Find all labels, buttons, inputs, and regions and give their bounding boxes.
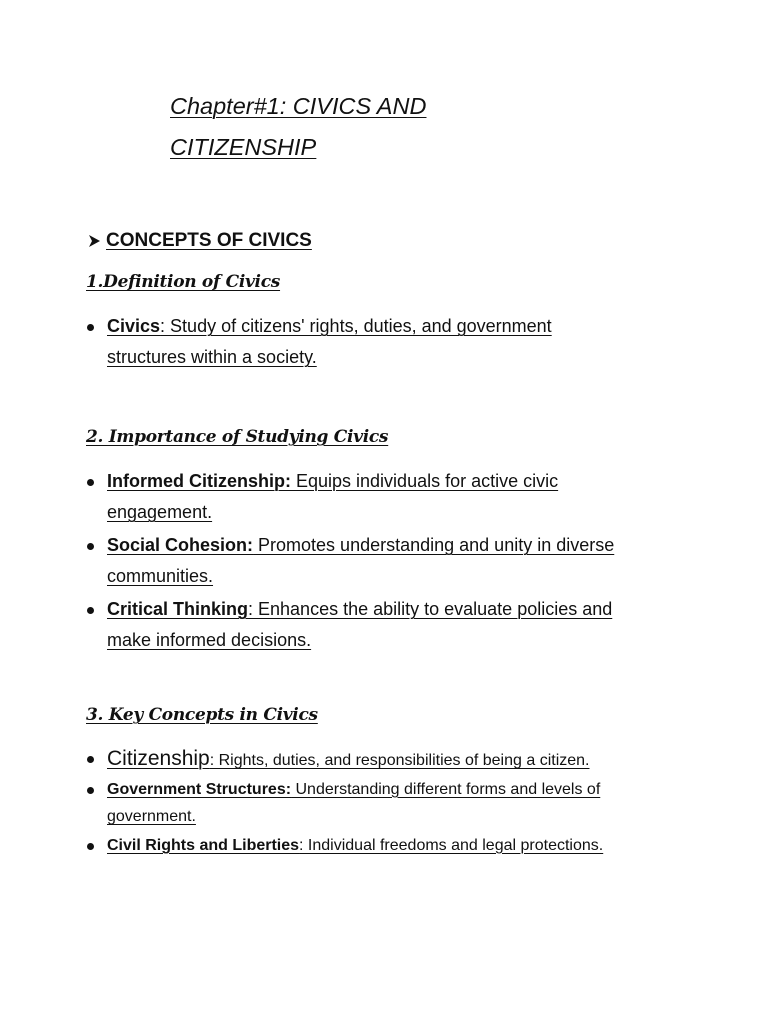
description: Understanding different forms and levels of government. <box>107 780 601 825</box>
bullet-icon <box>87 324 94 331</box>
term: Social Cohesion: <box>107 535 254 555</box>
description: Equips individuals for active civic engagement. <box>107 471 559 522</box>
description: : Enhances the ability to evaluate policies and make informed decisions. <box>107 599 613 650</box>
description: : Study of citizens' rights, duties, and government structures within a society. <box>107 316 552 367</box>
term: Civics <box>107 316 161 336</box>
key-concepts-list <box>86 745 626 860</box>
section-heading-text: CONCEPTS OF CIVICS <box>106 230 312 251</box>
term: Critical Thinking <box>107 599 249 619</box>
definition-list <box>86 311 626 375</box>
term: Informed Citizenship: <box>107 471 291 491</box>
bullet-icon <box>87 543 94 550</box>
description: Promotes understanding and unity in diverse communities. <box>107 535 615 586</box>
list-item <box>86 745 626 775</box>
list-item <box>86 594 626 656</box>
section-heading <box>86 230 312 252</box>
description: : Individual freedoms and legal protections. <box>299 836 604 854</box>
subsection-heading-definition: 1.Definition of Civics <box>86 272 281 292</box>
list-item <box>86 832 626 860</box>
chapter-title <box>170 86 550 168</box>
subsection-heading-importance: 2. Importance of Studying Civics <box>86 427 389 447</box>
term: Civil Rights and Liberties <box>107 836 300 854</box>
bullet-icon <box>87 479 94 486</box>
bullet-icon <box>87 843 94 850</box>
chapter-title-line-1: Chapter#1: CIVICS AND <box>170 93 427 119</box>
term: Government Structures: <box>107 780 292 798</box>
term: Citizenship <box>107 747 210 770</box>
bullet-icon <box>87 607 94 614</box>
bullet-icon <box>87 787 94 794</box>
description: : Rights, duties, and responsibilities of being a citizen. <box>209 752 590 769</box>
importance-list <box>86 466 626 658</box>
bullet-icon <box>87 756 94 763</box>
list-item <box>86 311 626 373</box>
chapter-title-line-2: CITIZENSHIP <box>170 134 317 160</box>
subsection-heading-key-concepts: 3. Key Concepts in Civics <box>86 705 318 725</box>
list-item <box>86 466 626 528</box>
arrowhead-bullet-icon <box>86 233 102 249</box>
list-item <box>86 530 626 592</box>
list-item <box>86 776 626 831</box>
